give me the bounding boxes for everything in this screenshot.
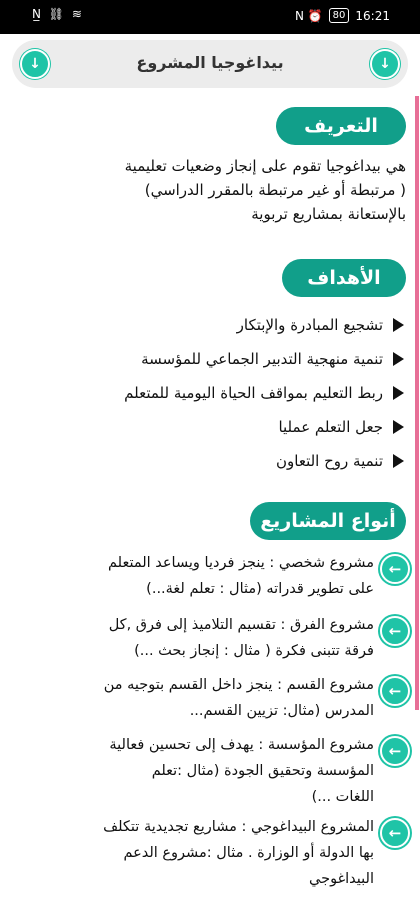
definition-line: ( مرتبطة أو غير مرتبطة بالمقرر الدراسي)	[144, 181, 406, 199]
status-bar	[0, 0, 420, 34]
project-type-text	[103, 814, 374, 892]
project-type-line: مشروع شخصي : ينجز فرديا ويساعد المتعلم	[108, 555, 374, 571]
project-type-line: اللغات ...)	[311, 789, 374, 805]
triangle-bullet-icon	[393, 318, 404, 332]
status-time: 16:21	[355, 8, 390, 23]
definition-text	[26, 154, 406, 226]
status-right-icons: N ⏰	[294, 8, 323, 23]
status-right	[295, 8, 390, 23]
triangle-bullet-icon	[393, 352, 404, 366]
triangle-bullet-icon	[393, 454, 404, 468]
goal-text: تنمية روح التعاون	[276, 452, 383, 470]
list-item	[34, 310, 404, 340]
definition-heading: التعريف	[276, 107, 406, 145]
definition-line: بالإستعانة بمشاريع تربوية	[251, 205, 406, 223]
arrow-down-icon[interactable]: ↓	[20, 49, 50, 79]
arrow-left-icon[interactable]: ←	[380, 676, 410, 706]
battery-icon: 80	[329, 8, 350, 23]
project-type-line: المشروع البيداغوجي : مشاريع تجديدية تتكلف	[103, 819, 374, 835]
project-type-line: المؤسسة وتحقيق الجودة (مثال :تعلم	[151, 763, 374, 779]
arrow-left-icon[interactable]: ←	[380, 616, 410, 646]
list-item	[34, 344, 404, 374]
list-item	[34, 378, 404, 408]
project-type-line: بها الدولة أو الوزارة . مثال :مشروع الدعم	[123, 845, 374, 861]
arrow-down-icon[interactable]: ↓	[370, 49, 400, 79]
project-type-line: المدرس (مثال: تزيين القسم...	[189, 703, 374, 719]
arrow-left-icon[interactable]: ←	[380, 818, 410, 848]
list-item[interactable]	[10, 550, 410, 602]
arrow-left-icon[interactable]: ←	[380, 736, 410, 766]
goal-text: تشجيع المبادرة والإبتكار	[236, 316, 383, 334]
goal-text: جعل التعلم عمليا	[278, 418, 383, 436]
triangle-bullet-icon	[393, 386, 404, 400]
list-item[interactable]	[10, 612, 410, 664]
project-type-text	[108, 550, 374, 602]
list-item[interactable]	[10, 814, 410, 892]
project-type-line: مشروع القسم : ينجز داخل القسم بتوجيه من	[103, 677, 374, 693]
goal-text: تنمية منهجية التدبير الجماعي للمؤسسة	[141, 350, 383, 368]
project-types-heading: أنواع المشاريع	[250, 502, 406, 540]
triangle-bullet-icon	[393, 420, 404, 434]
project-type-text	[109, 732, 374, 810]
project-type-line: البيداغوجي	[309, 871, 374, 887]
project-type-line: مشروع الفرق : تقسيم التلاميذ إلى فرق ,كل	[108, 617, 374, 633]
status-left-icons: N̲ ⛓ ≋	[32, 7, 84, 21]
project-type-text	[109, 612, 374, 664]
goal-text: ربط التعليم بمواقف الحياة اليومية للمتعلم	[124, 384, 383, 402]
list-item[interactable]	[10, 732, 410, 810]
list-item[interactable]	[10, 672, 410, 724]
scroll-indicator[interactable]	[415, 96, 419, 710]
project-type-text	[104, 672, 374, 724]
project-type-line: على تطوير قدراته (مثال : تعلم لغة...)	[146, 581, 374, 597]
list-item	[34, 446, 404, 476]
goals-heading: الأهداف	[282, 259, 406, 297]
list-item	[34, 412, 404, 442]
arrow-left-icon[interactable]: ←	[380, 554, 410, 584]
page-title: بيداغوجيا المشروع	[136, 53, 284, 72]
project-type-line: مشروع المؤسسة : يهدف إلى تحسين فعالية	[109, 737, 374, 753]
project-type-line: فرقة تتبنى فكرة ( مثال : إنجاز بحث ...)	[134, 643, 374, 659]
header-bar	[12, 40, 408, 88]
definition-line: هي بيداغوجيا تقوم على إنجاز وضعيات تعليمية	[124, 157, 406, 175]
